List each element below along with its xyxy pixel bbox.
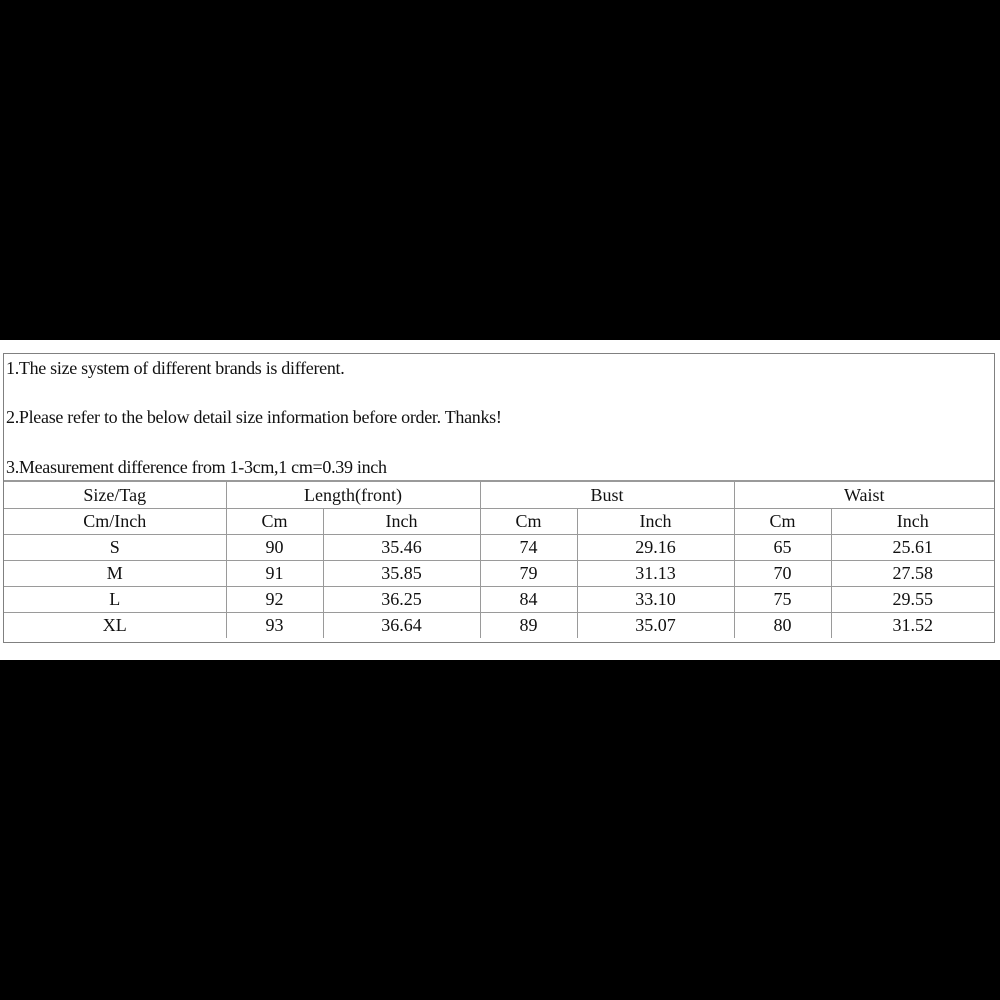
- sub-header-cell: Cm: [734, 509, 831, 535]
- table-cell: 65: [734, 535, 831, 561]
- note-brand-sizes: 1.The size system of different brands is different.: [6, 358, 345, 378]
- table-cell: L: [4, 587, 226, 613]
- table-cell: 35.07: [577, 613, 734, 639]
- table-cell: 35.85: [323, 561, 480, 587]
- table-cell: M: [4, 561, 226, 587]
- table-row: [4, 587, 994, 613]
- table-row: [4, 535, 994, 561]
- table-cell: 33.10: [577, 587, 734, 613]
- table-cell: 90: [226, 535, 323, 561]
- group-header-row: [4, 482, 994, 509]
- table-cell: 74: [480, 535, 577, 561]
- table-cell: 70: [734, 561, 831, 587]
- note-refer-sizes: 2.Please refer to the below detail size information before order. Thanks!: [6, 407, 502, 427]
- header-waist: Waist: [734, 482, 994, 509]
- table-cell: 29.55: [831, 587, 994, 613]
- table-cell: S: [4, 535, 226, 561]
- table-cell: 89: [480, 613, 577, 639]
- table-cell: 80: [734, 613, 831, 639]
- sub-header-cell: Inch: [831, 509, 994, 535]
- table-cell: 84: [480, 587, 577, 613]
- sub-header-cell: Cm: [480, 509, 577, 535]
- table-cell: 91: [226, 561, 323, 587]
- header-length-front: Length(front): [226, 482, 480, 509]
- size-table: [4, 481, 994, 638]
- size-chart-frame: [3, 353, 995, 643]
- sub-header-cell: Cm/Inch: [4, 509, 226, 535]
- table-row: [4, 561, 994, 587]
- table-cell: XL: [4, 613, 226, 639]
- table-cell: 27.58: [831, 561, 994, 587]
- table-cell: 75: [734, 587, 831, 613]
- table-cell: 31.13: [577, 561, 734, 587]
- table-cell: 36.25: [323, 587, 480, 613]
- table-cell: 25.61: [831, 535, 994, 561]
- table-cell: 79: [480, 561, 577, 587]
- note-measurement-difference: 3.Measurement difference from 1-3cm,1 cm=0.39 inch: [6, 457, 387, 477]
- table-cell: 93: [226, 613, 323, 639]
- sub-header-cell: Cm: [226, 509, 323, 535]
- table-cell: 35.46: [323, 535, 480, 561]
- size-chart-panel: [0, 340, 1000, 660]
- notes-section: [4, 354, 994, 481]
- sub-header-cell: Inch: [577, 509, 734, 535]
- table-row: [4, 613, 994, 639]
- sub-header-cell: Inch: [323, 509, 480, 535]
- sub-header-row: [4, 509, 994, 535]
- table-cell: 36.64: [323, 613, 480, 639]
- table-cell: 92: [226, 587, 323, 613]
- table-cell: 31.52: [831, 613, 994, 639]
- header-size-tag: Size/Tag: [4, 482, 226, 509]
- table-cell: 29.16: [577, 535, 734, 561]
- header-bust: Bust: [480, 482, 734, 509]
